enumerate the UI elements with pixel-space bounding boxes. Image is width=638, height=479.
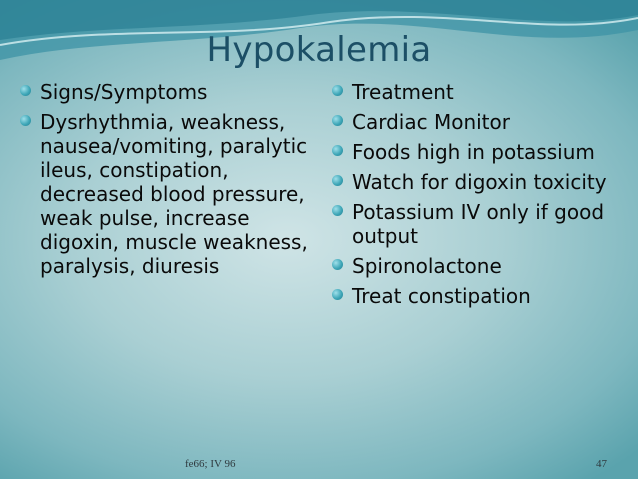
bullet-icon (332, 259, 343, 270)
right-bullet-item (330, 170, 630, 194)
bullet-icon (332, 175, 343, 186)
right-item-text: Treat constipation (352, 284, 531, 308)
footer-source: fe66; IV 96 (185, 458, 236, 470)
bullet-icon (20, 85, 31, 96)
right-item-text: Cardiac Monitor (352, 110, 510, 134)
left-item-text: Signs/Symptoms (40, 80, 208, 104)
left-item-text: Dysrhythmia, weakness, nausea/vomiting, paralytic ileus, constipation, decreased blood pressure, weak pulse, increase digoxin, muscle weakness, paralysis, diuresis (40, 110, 308, 278)
right-bullet-item (330, 284, 630, 308)
left-bullet-item (18, 110, 308, 278)
left-column (18, 80, 308, 284)
bullet-icon (332, 205, 343, 216)
right-bullet-item (330, 80, 630, 104)
right-item-text: Foods high in potassium (352, 140, 595, 164)
right-column (330, 80, 630, 314)
bullet-icon (332, 289, 343, 300)
bullet-icon (20, 115, 31, 126)
right-item-text: Watch for digoxin toxicity (352, 170, 607, 194)
bullet-icon (332, 85, 343, 96)
right-item-text: Potassium IV only if good output (352, 200, 605, 248)
right-bullet-item (330, 140, 630, 164)
right-bullet-item (330, 254, 630, 278)
right-item-text: Treatment (352, 80, 454, 104)
right-bullet-item (330, 200, 630, 248)
right-bullet-item (330, 110, 630, 134)
right-item-text: Spironolactone (352, 254, 502, 278)
page-number: 47 (596, 458, 607, 470)
left-bullet-item (18, 80, 308, 104)
bullet-icon (332, 145, 343, 156)
slide-title: Hypokalemia (206, 30, 432, 70)
bullet-icon (332, 115, 343, 126)
